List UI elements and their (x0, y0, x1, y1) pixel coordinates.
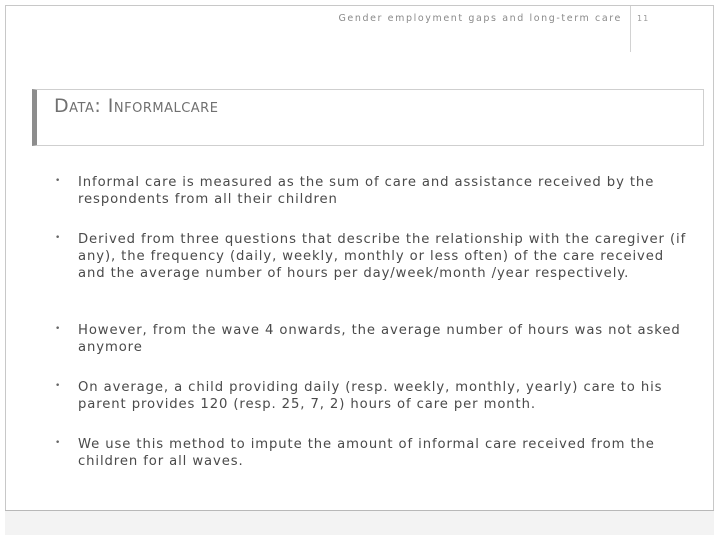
bullet-icon: • (55, 324, 61, 334)
header-divider (630, 6, 631, 52)
page-number: 11 (637, 14, 650, 23)
footer-bar (5, 510, 714, 535)
bullet-icon: • (55, 438, 61, 448)
bullet-icon: • (55, 381, 61, 391)
bullet-text: Derived from three questions that describe the relationship with the caregiver (if any), the frequency (daily, weekly, monthly or less often) of the care received and the average number of hours per day/week/month /year respectively. (78, 232, 687, 281)
bullet-text: Informal care is measured as the sum of care and assistance received by the respondents from all their children (78, 175, 655, 207)
bullet-text: However, from the wave 4 onwards, the average number of hours was not asked anymore (78, 323, 681, 355)
bullet-text: We use this method to impute the amount of informal care received from the children for all waves. (78, 437, 655, 469)
slide-title: Data: Informalcare (54, 95, 219, 117)
bullet-icon: • (55, 233, 61, 243)
header-title: Gender employment gaps and long-term care (338, 13, 622, 24)
bullet-text: On average, a child providing daily (resp. weekly, monthly, yearly) care to his parent provides 120 (resp. 25, 7, 2) hours of care per month. (78, 380, 663, 412)
title-box (32, 89, 704, 146)
bullet-icon: • (55, 176, 61, 186)
